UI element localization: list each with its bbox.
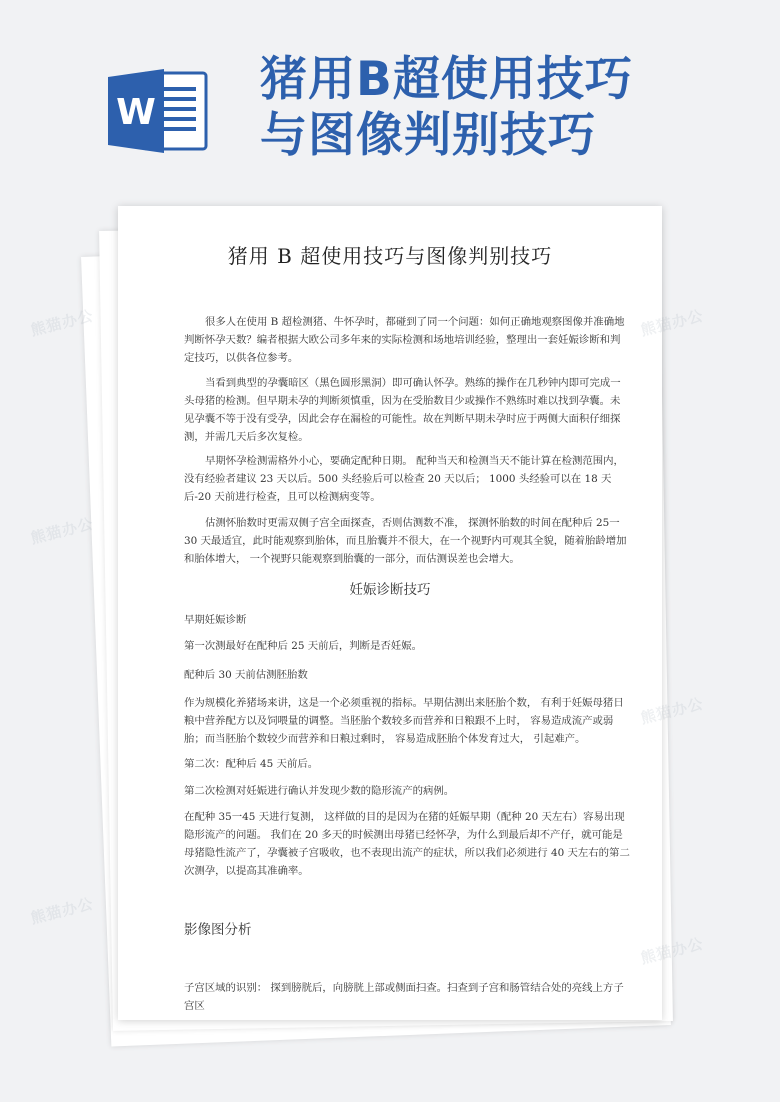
image-section-title: 影像图分析 [184,922,252,938]
text-line: 第二次检测对妊娠进行确认并发现少数的隐形流产的病例。 [184,785,455,797]
banner-title [260,52,770,164]
watermark: 熊猫办公 [638,694,706,728]
text-line: 作为规模化养猪场来讲，这是一个必须重视的指标。早期估测出来胚胎个数， 有利于妊娠母猪日粮中营养配方以及饲喂量的调整。当胚胎个数较多而营养和日粮跟不上时， 容易造成流产或弱胎；而当胚胎个数较少而营养和日粮过剩时， 容易造成胚胎个体发育过大， 引起难产。 [184,697,624,745]
word-doc-icon [108,67,208,155]
svg-text:W: W [116,92,156,133]
text-line: 第一次测最好在配种后 25 天前后，判断是否妊娠。 [184,640,423,652]
paragraph [184,452,630,506]
text-line: 子宫区域的识别： 探到膀胱后，向膀胱上部或侧面扫查。扫查到子宫和肠管结合处的亮线上方子宫区 [184,982,624,1012]
document-page [118,206,662,1020]
paragraph-text: 早期怀孕检测需格外小心，要确定配种日期。 配种当天和检测当天不能计算在检测范围内， 没有经验者建议 23 天以后。500 头经验后可以检查 20 天以后； 1000 头经验可以在 18 天后-20 天前进行检查，且可以检测病变等。 [184,455,624,503]
paragraph [184,313,630,367]
paragraph [184,514,630,568]
document-title: 猪用 B 超使用技巧与图像判别技巧 [227,244,553,268]
text-line: 第二次：配种后 45 天前后。 [184,758,319,770]
text-line: 在配种 35一45 天进行复测， 这样做的目的是因为在猪的妊娠早期（配种 20 天左右）容易出现隐形流产的问题。 我们在 20 多天的时候测出母猪已经怀孕，为什么到最后却不产仔，就可能是母猪隐性流产了，孕囊被子宫吸收，也不表现出流产的症状，所以我们必须进行 40 天左右的第二次测孕，以提高其准确率。 [184,811,630,877]
banner-title-line2: 与图像判别技巧 [260,108,596,163]
watermark: 熊猫办公 [28,894,96,928]
section-title: 妊娠诊断技巧 [349,582,431,598]
paragraph-text: 很多人在使用 B 超检测猪、牛怀孕时，都碰到了同一个问题：如何正确地观察图像并准确地判断怀孕天数？编者根据大欧公司多年来的实际检测和场地培训经验，整理出一套妊娠诊断和判定技巧，以供各位参考。 [184,316,625,364]
watermark: 熊猫办公 [638,934,706,968]
subheading: 配种后 30 天前估测胚胎数 [184,669,308,681]
watermark: 熊猫办公 [638,306,706,340]
paragraph [184,374,630,446]
watermark: 熊猫办公 [28,514,96,548]
subheading: 早期妊娠诊断 [184,614,247,626]
banner-title-line1: 猪用B超使用技巧 [260,52,633,107]
banner [0,0,780,200]
watermark: 熊猫办公 [28,306,96,340]
paragraph-text: 当看到典型的孕囊暗区（黑色圆形黑洞）即可确认怀孕。熟练的操作在几秒钟内即可完成一头母猪的检测。但早期未孕的判断须慎重，因为在受胎数目少或操作不熟练时难以找到孕囊。未见孕囊不等于没有受孕，因此会存在漏检的可能性。故在判断早期未孕时应于两侧大面积仔细探测，并需几天后多次复检。 [184,377,621,443]
paragraph-text: 估测怀胎数时更需双侧子宫全面探查，否则估测数不准， 探测怀胎数的时间在配种后 25一30 天最适宜，此时能观察到胎体，而且胎囊并不很大，在一个视野内可观其全貌，随着胎龄增加和胎体增大， 一个视野只能观察到胎囊的一部分，而估测误差也会增大。 [184,517,627,565]
